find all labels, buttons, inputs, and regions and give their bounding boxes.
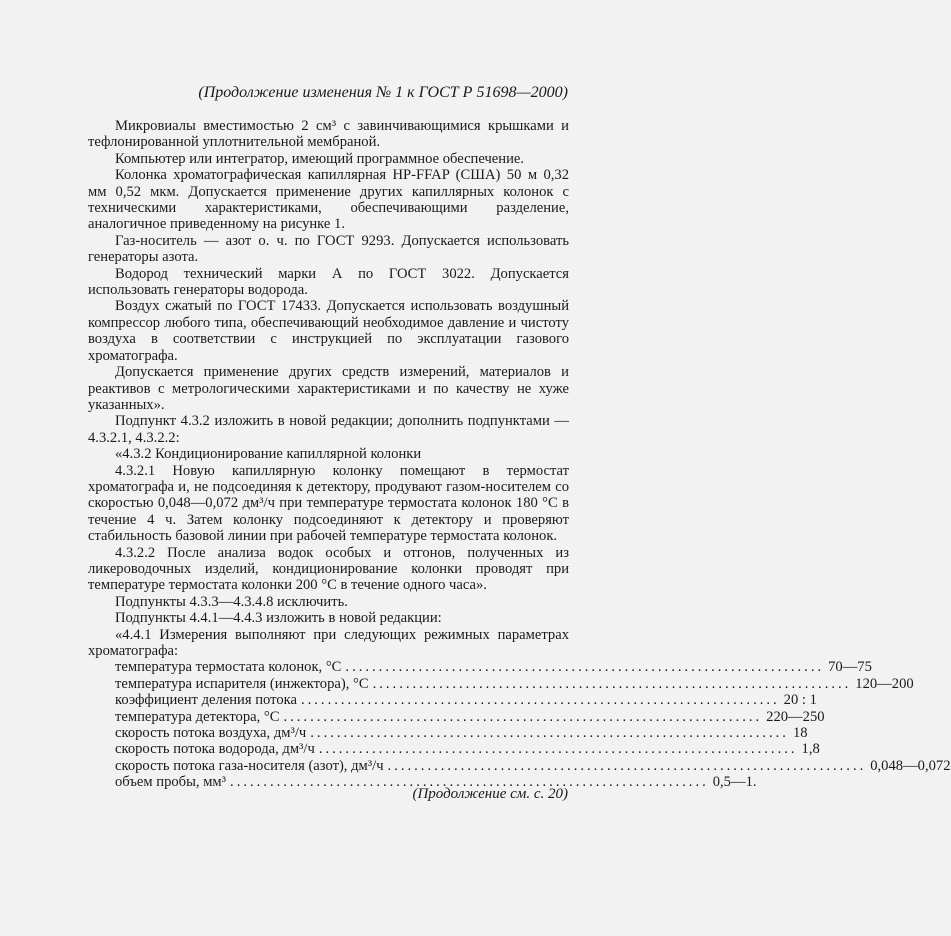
paragraph: Газ-носитель — азот о. ч. по ГОСТ 9293. Допускается использовать генераторы азота. [88, 232, 569, 266]
parameter-label: объем пробы, мм³ [115, 774, 227, 791]
parameters-list [88, 659, 951, 791]
parameter-row [88, 708, 825, 725]
leader-dots: ........................................................................ [387, 757, 867, 774]
paragraph: Подпункты 4.4.1—4.4.3 изложить в новой редакции: [115, 610, 442, 627]
parameter-row [88, 724, 808, 741]
parameter-row [88, 692, 817, 709]
paragraph: Колонка хроматографическая капиллярная HP-FFAP (США) 50 м 0,32 мм 0,52 мкм. Допускается применение других капиллярных колонок с техническими характеристиками, обеспечивающими разделение, аналогичное приведенному на рисунке 1. [88, 167, 569, 233]
parameter-label: скорость потока газа-носителя (азот), дм³/ч [115, 757, 384, 774]
parameter-value: 0,048—0,072 [870, 757, 951, 774]
paragraph: 4.3.2.2 После анализа водок особых и отгонов, полученных из ликероводочных изделий, кондиционирование колонки проводят при температуре термостата колонки 200 °С в течение одного часа». [88, 544, 569, 594]
leader-dots: ........................................................................ [310, 724, 789, 741]
parameter-row [88, 757, 951, 774]
leader-dots: ........................................................................ [283, 708, 763, 725]
parameter-value: 220—250 [766, 708, 825, 725]
paragraph: Воздух сжатый по ГОСТ 17433. Допускается использовать воздушный компрессор любого типа, обеспечивающий необходимое давление и чистоту воздуха в соответствии с инструкцией по эксплуатации газового хроматографа. [88, 298, 569, 364]
paragraph: Компьютер или интегратор, имеющий программное обеспечение. [115, 150, 525, 167]
parameter-label: температура испарителя (инжектора), °С [115, 675, 369, 692]
parameter-label: температура термостата колонок, °С [115, 659, 342, 676]
leader-dots: ........................................................................ [300, 692, 780, 709]
parameter-value: 20 : 1 [783, 692, 817, 709]
page-header: (Продолжение изменения № 1 к ГОСТ Р 51698—2000) [198, 84, 568, 101]
paragraph: «4.4.1 Измерения выполняют при следующих режимных параметрах хроматографа: [88, 626, 569, 659]
parameter-value: 1,8 [801, 741, 820, 758]
parameter-label: температура детектора, °С [115, 708, 280, 725]
parameter-value: 120—200 [855, 675, 914, 692]
paragraph: Микровиалы вместимостью 2 см³ с завинчивающимися крышками и тефлонированной уплотнительной мембраной. [88, 118, 569, 151]
paragraph: Водород технический марки А по ГОСТ 3022. Допускается использовать генераторы водорода. [88, 265, 569, 299]
parameter-label: скорость потока водорода, дм³/ч [115, 741, 315, 758]
paragraph: Подпункты 4.3.3—4.3.4.8 исключить. [115, 593, 348, 610]
parameter-row [88, 675, 914, 692]
paragraph: Подпункт 4.3.2 изложить в новой редакции; дополнить подпунктами — 4.3.2.1, 4.3.2.2: [88, 413, 569, 446]
paragraph: Допускается применение других средств измерений, материалов и реактивов с метрологическими характеристиками и по качеству не хуже указанных». [88, 364, 569, 413]
parameter-value: 70—75 [828, 659, 872, 676]
parameter-label: скорость потока воздуха, дм³/ч [115, 724, 307, 741]
parameter-row [88, 659, 872, 676]
document-body [88, 118, 951, 791]
parameter-label: коэффициент деления потока [115, 692, 297, 709]
leader-dots: ........................................................................ [345, 659, 825, 676]
parameter-value: 0,5—1. [712, 774, 757, 791]
leader-dots: ........................................................................ [372, 675, 852, 692]
leader-dots: ........................................................................ [230, 774, 709, 791]
section-heading: «4.3.2 Кондиционирование капиллярной колонки [115, 446, 422, 463]
leader-dots: ........................................................................ [318, 741, 798, 758]
paragraph: 4.3.2.1 Новую капиллярную колонку помещают в термостат хроматографа и, не подсоединяя к детектору, продувают газом-носителем со скоростью 0,048—0,072 дм³/ч при температуре термостата колонок 180 °С в течение 4 ч. Затем колонку подсоединяют к детектору и проверяют стабильность базовой линии при рабочей температуре термостата колонок. [88, 462, 569, 545]
page-footer: (Продолжение см. с. 20) [412, 786, 568, 802]
parameter-value: 18 [792, 724, 808, 741]
parameter-row [88, 741, 820, 758]
